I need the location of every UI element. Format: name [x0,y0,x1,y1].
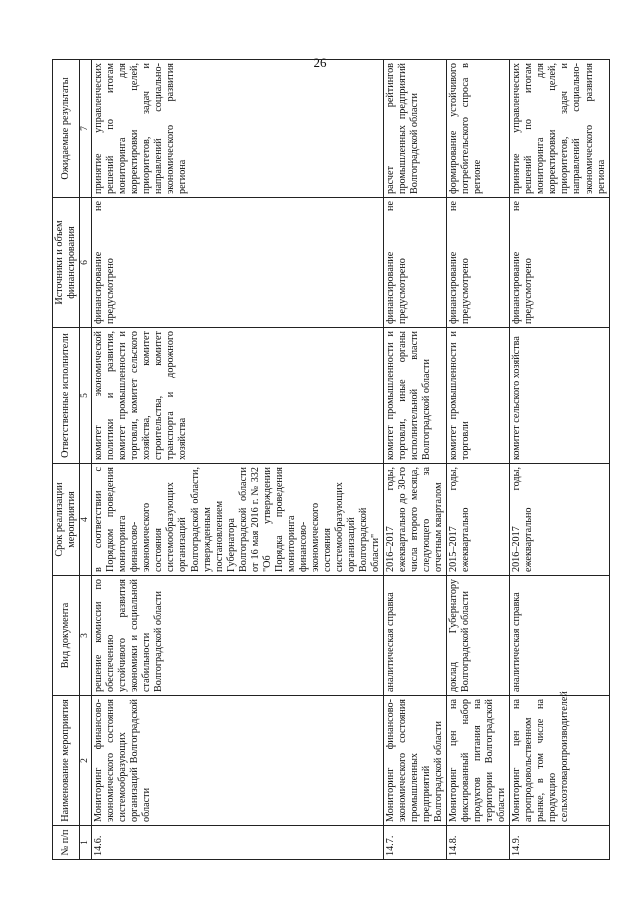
row-responsible: комитет промышленности и торговли, иные органы исполнительной власти Волгоградской области [384,328,447,464]
row-result: расчет рейтингов промышленных предприятий Волгоградской области [384,60,447,198]
row-number: 14.9. [510,826,609,860]
table-row [510,60,609,860]
measures-table [52,59,610,860]
row-number: 14.8. [447,826,510,860]
row-financing: финансирование не предусмотрено [447,198,510,328]
column-number-row [80,60,92,860]
row-result: формирование устойчивого потребительского спроса в регионе [447,60,510,198]
column-number: 2 [80,696,92,826]
header-term: Срок реализации мероприятия [53,464,80,576]
row-result: принятие управленческих решений по итогам мониторинга для корректировки целей, приоритетов, задач и направлений социально-экономического развития региона [510,60,609,198]
row-financing: финансирование не предусмотрено [92,198,384,328]
page-number: 26 [313,55,327,70]
header-results: Ожидаемые результаты [53,60,80,198]
column-number: 4 [80,464,92,576]
rotated-table-container [52,60,607,860]
table-header-row [53,60,80,860]
row-document: аналитическая справка [384,576,447,696]
row-name: Мониторинг цен на агропродовольственном рынке, в том числе на продукцию сельхозтоваропроизводителей [510,696,609,826]
column-number: 1 [80,826,92,860]
row-responsible: комитет сельского хозяйства [510,328,609,464]
column-number: 7 [80,60,92,198]
row-financing: финансирование не предусмотрено [384,198,447,328]
column-number: 5 [80,328,92,464]
row-responsible: комитет промышленности и торговли [447,328,510,464]
header-number: № п/п [53,826,80,860]
column-number: 3 [80,576,92,696]
header-financing: Источники и объем финансирования [53,198,80,328]
row-term: в соответствии с Порядком проведения мониторинга финансово-экономического состояния системообразующих организаций Волгоградской области, утвержденным постановлением Губернатора Волгоградской области от 16 мая 2016 г. № 332 "Об утверждении Порядка проведения мониторинга финансово-экономического состояния системообразующих организаций Волгоградской области" [92,464,384,576]
row-number: 14.7. [384,826,447,860]
row-document: аналитическая справка [510,576,609,696]
row-document: решение комиссии по обеспечению устойчивого развития экономики и социальной стабильности Волгоградской области [92,576,384,696]
row-result: принятие управленческих решений по итогам мониторинга для корректировки целей, приоритетов, задач и направлений социально-экономического развития региона [92,60,384,198]
header-responsible: Ответственные исполнители [53,328,80,464]
row-term: 2016–2017 годы, ежеквартально до 30-го числа второго месяца, следующего за отчетным кварталом [384,464,447,576]
header-name: Наименование мероприятия [53,696,80,826]
table-row [92,60,384,860]
row-term: 2015–2017 годы, ежеквартально [447,464,510,576]
header-document: Вид документа [53,576,80,696]
table-row [447,60,510,860]
column-number: 6 [80,198,92,328]
row-number: 14.6. [92,826,384,860]
row-name: Мониторинг финансово-экономического состояния системообразующих организаций Волгоградской области [92,696,384,826]
row-term: 2016–2017 годы, ежеквартально [510,464,609,576]
row-name: Мониторинг цен на фиксированный набор продуктов питания на территории Волгоградской области [447,696,510,826]
table-row [384,60,447,860]
row-responsible: комитет экономической политики и развития, комитет промышленности и торговли, комитет сельского хозяйства, комитет строительства, комитет транспорта и дорожного хозяйства [92,328,384,464]
row-name: Мониторинг финансово-экономического состояния промышленных предприятий Волгоградской области [384,696,447,826]
row-document: доклад Губернатору Волгоградской области [447,576,510,696]
row-financing: финансирование не предусмотрено [510,198,609,328]
